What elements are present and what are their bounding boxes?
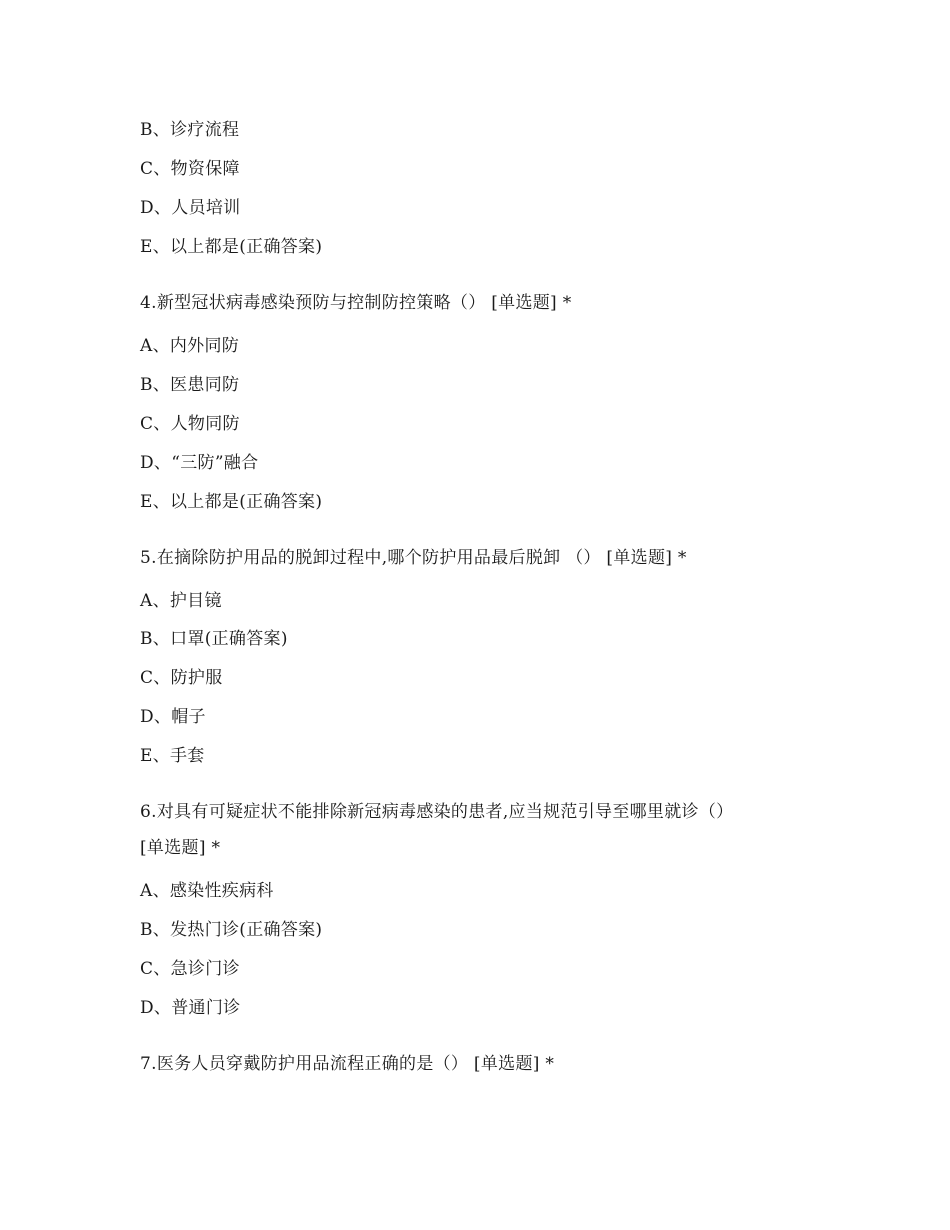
question-7-text: 7.医务人员穿戴防护用品流程正确的是（） [单选题] *	[140, 1054, 555, 1074]
question-5-text: 5.在摘除防护用品的脱卸过程中,哪个防护用品最后脱卸 （） [单选题] *	[140, 548, 687, 568]
option-q3-e: E、以上都是(正确答案)	[140, 237, 323, 257]
option-q6-b: B、发热门诊(正确答案)	[140, 920, 323, 940]
option-q4-e: E、以上都是(正确答案)	[140, 492, 323, 512]
question-6-text-line1: 6.对具有可疑症状不能排除新冠病毒感染的患者,应当规范引导至哪里就诊（）	[140, 802, 734, 822]
option-q3-b: B、诊疗流程	[140, 120, 240, 140]
option-q6-c: C、急诊门诊	[140, 959, 240, 979]
option-q5-e: E、手套	[140, 746, 205, 766]
option-q5-b: B、口罩(正确答案)	[140, 629, 288, 649]
option-q3-d: D、人员培训	[140, 198, 241, 218]
option-q4-a: A、内外同防	[140, 336, 240, 356]
option-q6-d: D、普通门诊	[140, 998, 241, 1018]
option-q6-a: A、感染性疾病科	[140, 881, 274, 901]
option-q4-d: D、“三防”融合	[140, 453, 259, 473]
question-4-text: 4.新型冠状病毒感染预防与控制防控策略（） [单选题] *	[140, 293, 572, 313]
option-q5-d: D、帽子	[140, 707, 206, 727]
option-q3-c: C、物资保障	[140, 159, 240, 179]
option-q4-b: B、医患同防	[140, 375, 240, 395]
question-6-text-line2: [单选题] *	[140, 838, 221, 858]
option-q5-c: C、防护服	[140, 668, 223, 688]
option-q4-c: C、人物同防	[140, 414, 240, 434]
option-q5-a: A、护目镜	[140, 591, 222, 611]
